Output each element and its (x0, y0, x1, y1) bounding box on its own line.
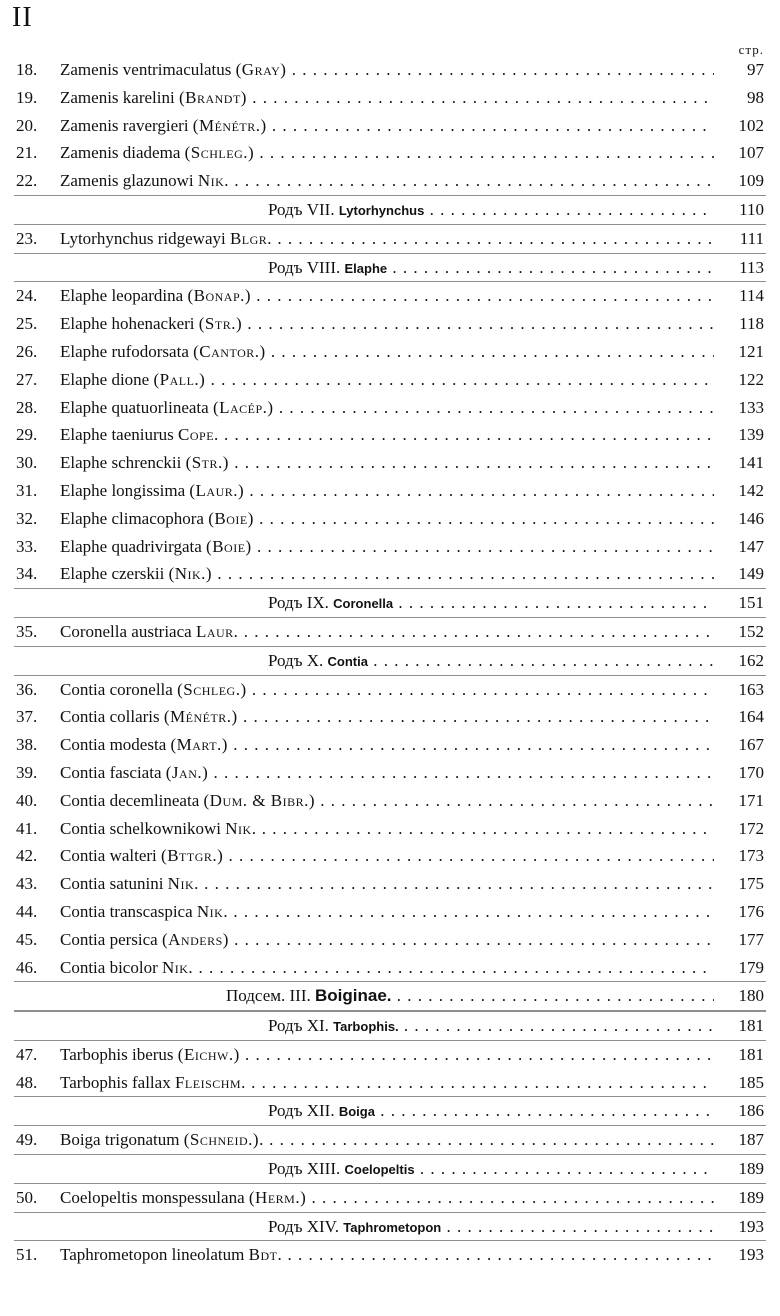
entry-title (60, 842, 714, 870)
species-name: Contia fasciata (60, 762, 162, 782)
species-entry (0, 1069, 780, 1097)
page-ref: 181 (738, 1044, 764, 1064)
species-author: (Ménétr.) (192, 115, 267, 135)
species-entry (0, 815, 780, 843)
page-ref: 175 (738, 874, 764, 894)
entry-number: 26. (16, 341, 38, 361)
entry-title (268, 589, 714, 618)
genus-heading (0, 196, 780, 224)
entry-title (60, 338, 714, 366)
page-ref: 170 (738, 762, 764, 782)
entry-title (60, 1184, 714, 1212)
heading-prefix: Родъ VIII. (268, 257, 341, 277)
entry-title (60, 477, 714, 505)
page-ref: 142 (738, 480, 764, 500)
species-entry (0, 167, 780, 195)
heading-prefix: Родъ XIII. (268, 1159, 341, 1179)
species-author: Bdt. (248, 1245, 283, 1265)
species-author: (Gray) (235, 60, 287, 79)
entry-title (60, 731, 714, 759)
subfamily-heading (0, 982, 780, 1010)
entry-number: 34. (16, 564, 38, 584)
species-author: (Laur.) (189, 480, 245, 500)
species-name: Taphrometopon lineolatum (60, 1245, 245, 1265)
genus-heading (0, 1213, 780, 1241)
species-name: Boiga trigonatum (60, 1130, 180, 1150)
entry-number: 19. (16, 87, 38, 107)
species-entry (0, 421, 780, 449)
species-entry (0, 1041, 780, 1069)
entry-title (60, 676, 714, 704)
entry-title (60, 533, 714, 561)
entry-title (60, 787, 714, 815)
page-ref: 146 (738, 508, 764, 528)
page-ref: 173 (738, 846, 764, 866)
page-ref: 164 (738, 707, 764, 727)
heading-prefix: Родъ VII. (268, 199, 335, 219)
page-ref: 193 (738, 1216, 764, 1236)
species-name: Tarbophis iberus (60, 1044, 174, 1064)
genus-heading (0, 254, 780, 282)
entry-number: 37. (16, 707, 38, 727)
species-author: (Schneid.). (183, 1130, 264, 1150)
entry-number: 43. (16, 874, 38, 894)
entry-number: 21. (16, 143, 38, 163)
entry-number: 36. (16, 679, 38, 699)
species-author: (Boie) (208, 508, 254, 528)
page-ref: 181 (738, 1016, 764, 1036)
genus-heading (0, 589, 780, 617)
entry-title (60, 112, 714, 140)
species-author: (Herm.) (248, 1187, 307, 1207)
entry-title (60, 421, 714, 449)
species-author: Nik. (225, 818, 257, 838)
page-ref: 114 (739, 286, 764, 306)
species-entry (0, 731, 780, 759)
entry-title (60, 898, 714, 926)
genus-name: Lytorhynchus (338, 202, 425, 218)
species-entry (0, 449, 780, 477)
species-author: Nik. (161, 957, 194, 977)
species-author: (Dum. & Bibr.) (203, 790, 316, 810)
page-column-label: стр. (738, 42, 764, 57)
species-author: Cope. (178, 425, 219, 445)
page-ref: 185 (738, 1072, 764, 1092)
page-ref: 162 (738, 650, 764, 670)
entry-title (60, 926, 714, 954)
page-ref: 189 (738, 1187, 764, 1207)
entry-title (60, 449, 714, 477)
species-author: Blgr. (229, 228, 273, 248)
entry-number: 45. (16, 929, 38, 949)
species-name: Elaphe czerskii (60, 564, 165, 584)
entry-title (60, 618, 714, 646)
page-ref: 179 (738, 957, 764, 977)
page-ref: 97 (747, 60, 764, 79)
species-name: Contia transcaspica (60, 901, 193, 921)
species-author: (Brandt) (178, 87, 247, 107)
page-ref: 177 (738, 929, 764, 949)
species-author: Fleischm. (174, 1072, 246, 1092)
entry-title (226, 982, 714, 1010)
entry-number: 47. (16, 1044, 38, 1064)
species-entry (0, 310, 780, 338)
entry-title (60, 870, 714, 898)
species-entry (0, 759, 780, 787)
entry-number: 46. (16, 957, 38, 977)
species-name: Contia coronella (60, 679, 173, 699)
species-name: Contia schelkownikowi (60, 818, 222, 838)
species-name: Zamenis ventrimaculatus (60, 60, 232, 79)
genus-name: Tarbophis. (333, 1019, 399, 1035)
entry-number: 22. (16, 171, 38, 191)
species-entry (0, 505, 780, 533)
species-name: Zamenis ravergieri (60, 115, 189, 135)
page-ref: 193 (738, 1245, 764, 1265)
species-author: Nik. (197, 171, 230, 191)
species-entry (0, 533, 780, 561)
species-entry (0, 112, 780, 140)
entry-title (268, 1097, 714, 1126)
species-name: Elaphe leopardina (60, 286, 184, 306)
species-entry (0, 787, 780, 815)
entry-title (60, 167, 714, 195)
entry-title (60, 84, 714, 112)
entry-number: 27. (16, 369, 38, 389)
species-entry (0, 870, 780, 898)
entry-number: 33. (16, 536, 38, 556)
species-entry (0, 1184, 780, 1212)
page-ref: 163 (738, 679, 764, 699)
entry-number: 50. (16, 1187, 38, 1207)
species-author: (Schleg.) (177, 679, 247, 699)
species-entry (0, 1241, 780, 1269)
species-entry (0, 676, 780, 704)
species-name: Elaphe longissima (60, 480, 186, 500)
species-name: Elaphe climacophora (60, 508, 204, 528)
entry-number: 31. (16, 480, 38, 500)
entry-title (268, 254, 714, 283)
species-author: (Mart.) (170, 735, 228, 755)
page-ref: 176 (738, 901, 764, 921)
entry-number: 23. (16, 228, 38, 248)
page-ref: 187 (738, 1130, 764, 1150)
entry-number: 28. (16, 397, 38, 417)
species-name: Contia decemlineata (60, 790, 200, 810)
species-name: Contia collaris (60, 707, 160, 727)
species-name: Elaphe rufodorsata (60, 341, 189, 361)
heading-prefix: Подсем. III. (226, 986, 311, 1006)
species-entry (0, 842, 780, 870)
page-ref: 113 (739, 257, 764, 277)
genus-name: Elaphe (344, 260, 388, 276)
species-name: Coelopeltis monspessulana (60, 1187, 245, 1207)
entry-title (60, 703, 714, 731)
entry-number: 35. (16, 621, 38, 641)
species-name: Contia walteri (60, 846, 157, 866)
entry-title (60, 954, 714, 982)
species-name: Zamenis diadema (60, 143, 181, 163)
species-name: Elaphe hohenackeri (60, 314, 195, 334)
page-ref: 186 (738, 1101, 764, 1121)
entry-title (268, 196, 714, 225)
entry-number: 25. (16, 314, 38, 334)
species-author: (Str.) (198, 314, 243, 334)
species-entry (0, 477, 780, 505)
entry-number: 39. (16, 762, 38, 782)
entry-title (60, 1041, 714, 1069)
species-author: (Schleg.) (184, 143, 255, 163)
entry-title (60, 282, 714, 310)
heading-prefix: Родъ XIV. (268, 1216, 340, 1236)
species-entry (0, 618, 780, 646)
species-name: Tarbophis fallax (60, 1072, 171, 1092)
species-entry (0, 338, 780, 366)
species-name: Zamenis glazunowi (60, 171, 194, 191)
page-ref: 107 (738, 143, 764, 163)
genus-name: Coelopeltis (344, 1162, 415, 1178)
entry-title (268, 647, 714, 676)
page-ref: 147 (738, 536, 764, 556)
table-of-contents (0, 56, 780, 1269)
entry-title (60, 560, 714, 588)
species-name: Coronella austriaca (60, 621, 192, 641)
entry-title (268, 1155, 714, 1184)
page-ref: 111 (739, 228, 764, 248)
heading-prefix: Родъ X. (268, 650, 324, 670)
genus-heading (0, 1012, 780, 1040)
entry-number: 48. (16, 1072, 38, 1092)
genus-name: Boiga (338, 1104, 375, 1120)
species-author: (Cantor.) (193, 341, 266, 361)
entry-number: 29. (16, 425, 38, 445)
page-ref: 102 (738, 115, 764, 135)
page-ref: 151 (738, 593, 764, 613)
species-entry (0, 1126, 780, 1154)
entry-number: 44. (16, 901, 38, 921)
page-ref: 139 (738, 425, 764, 445)
entry-title (60, 1126, 714, 1154)
genus-heading (0, 1155, 780, 1183)
entry-title (60, 366, 714, 394)
species-entry (0, 898, 780, 926)
entry-title (60, 1241, 714, 1269)
entry-number: 42. (16, 846, 38, 866)
species-author: (Ménétr.) (163, 707, 238, 727)
entry-title (60, 225, 714, 253)
entry-title (60, 310, 714, 338)
entry-title (60, 759, 714, 787)
page-ref: 172 (738, 818, 764, 838)
page-ref: 152 (738, 621, 764, 641)
entry-number: 38. (16, 735, 38, 755)
species-name: Lytorhynchus ridgewayi (60, 228, 226, 248)
page-ref: 118 (739, 314, 764, 334)
genus-name: Contia (327, 653, 368, 669)
entry-title (60, 1069, 714, 1097)
species-author: (Jan.) (165, 762, 209, 782)
species-author: (Lacép.) (212, 397, 274, 417)
heading-prefix: Родъ IX. (268, 593, 329, 613)
entry-title (60, 394, 714, 422)
entry-title (268, 1012, 714, 1041)
entry-number: 18. (16, 60, 38, 79)
entry-number: 49. (16, 1130, 38, 1150)
species-entry (0, 56, 780, 84)
entry-number: 32. (16, 508, 38, 528)
species-name: Elaphe quatuorlineata (60, 397, 209, 417)
genus-name: Taphrometopon (343, 1219, 442, 1235)
species-entry (0, 926, 780, 954)
species-author: (Str.) (185, 453, 229, 473)
species-author: Laur. (195, 621, 239, 641)
species-name: Elaphe schrenckii (60, 453, 182, 473)
entry-number: 30. (16, 453, 38, 473)
page-ref: 121 (738, 341, 764, 361)
species-entry (0, 84, 780, 112)
page-ref: 122 (738, 369, 764, 389)
species-author: (Bttgr.) (161, 846, 224, 866)
species-name: Elaphe taeniurus (60, 425, 174, 445)
species-author: (Bonap.) (187, 286, 252, 306)
subfamily-name: Boiginae. (314, 986, 392, 1006)
species-entry (0, 282, 780, 310)
heading-prefix: Родъ XI. (268, 1016, 329, 1036)
species-entry (0, 394, 780, 422)
entry-number: 40. (16, 790, 38, 810)
species-name: Elaphe quadrivirgata (60, 536, 202, 556)
species-author: (Eichw.) (177, 1044, 240, 1064)
entry-number: 24. (16, 286, 38, 306)
heading-prefix: Родъ XII. (268, 1101, 335, 1121)
page-ref: 167 (738, 735, 764, 755)
genus-heading (0, 647, 780, 675)
entry-title (60, 505, 714, 533)
species-author: (Pall.) (153, 369, 206, 389)
species-author: (Nik.) (168, 564, 213, 584)
page-ref: 189 (738, 1159, 764, 1179)
species-name: Contia persica (60, 929, 158, 949)
species-name: Contia satunini (60, 874, 164, 894)
page-ref: 133 (738, 397, 764, 417)
genus-heading (0, 1097, 780, 1125)
page-ref: 141 (738, 453, 764, 473)
page-ref: 180 (738, 986, 764, 1006)
species-entry (0, 366, 780, 394)
species-name: Contia bicolor (60, 957, 158, 977)
page-ref: 110 (739, 199, 764, 219)
page-ref: 98 (747, 87, 764, 107)
page-number: II (12, 2, 33, 33)
species-entry (0, 954, 780, 982)
species-name: Zamenis karelini (60, 87, 175, 107)
entry-number: 51. (16, 1245, 38, 1265)
entry-title (60, 139, 714, 167)
species-entry (0, 225, 780, 253)
species-name: Contia modesta (60, 735, 167, 755)
species-entry (0, 560, 780, 588)
entry-number: 41. (16, 818, 38, 838)
entry-number: 20. (16, 115, 38, 135)
page-ref: 171 (738, 790, 764, 810)
page-ref: 109 (738, 171, 764, 191)
species-author: (Anders) (161, 929, 229, 949)
species-author: Nik. (196, 901, 229, 921)
genus-name: Coronella (333, 596, 394, 612)
species-author: (Boie) (206, 536, 252, 556)
page-ref: 149 (738, 564, 764, 584)
species-entry (0, 703, 780, 731)
species-entry (0, 139, 780, 167)
species-author: Nik. (167, 874, 199, 894)
entry-title (60, 56, 714, 84)
species-name: Elaphe dione (60, 369, 150, 389)
entry-title (60, 815, 714, 843)
entry-title (268, 1213, 714, 1242)
